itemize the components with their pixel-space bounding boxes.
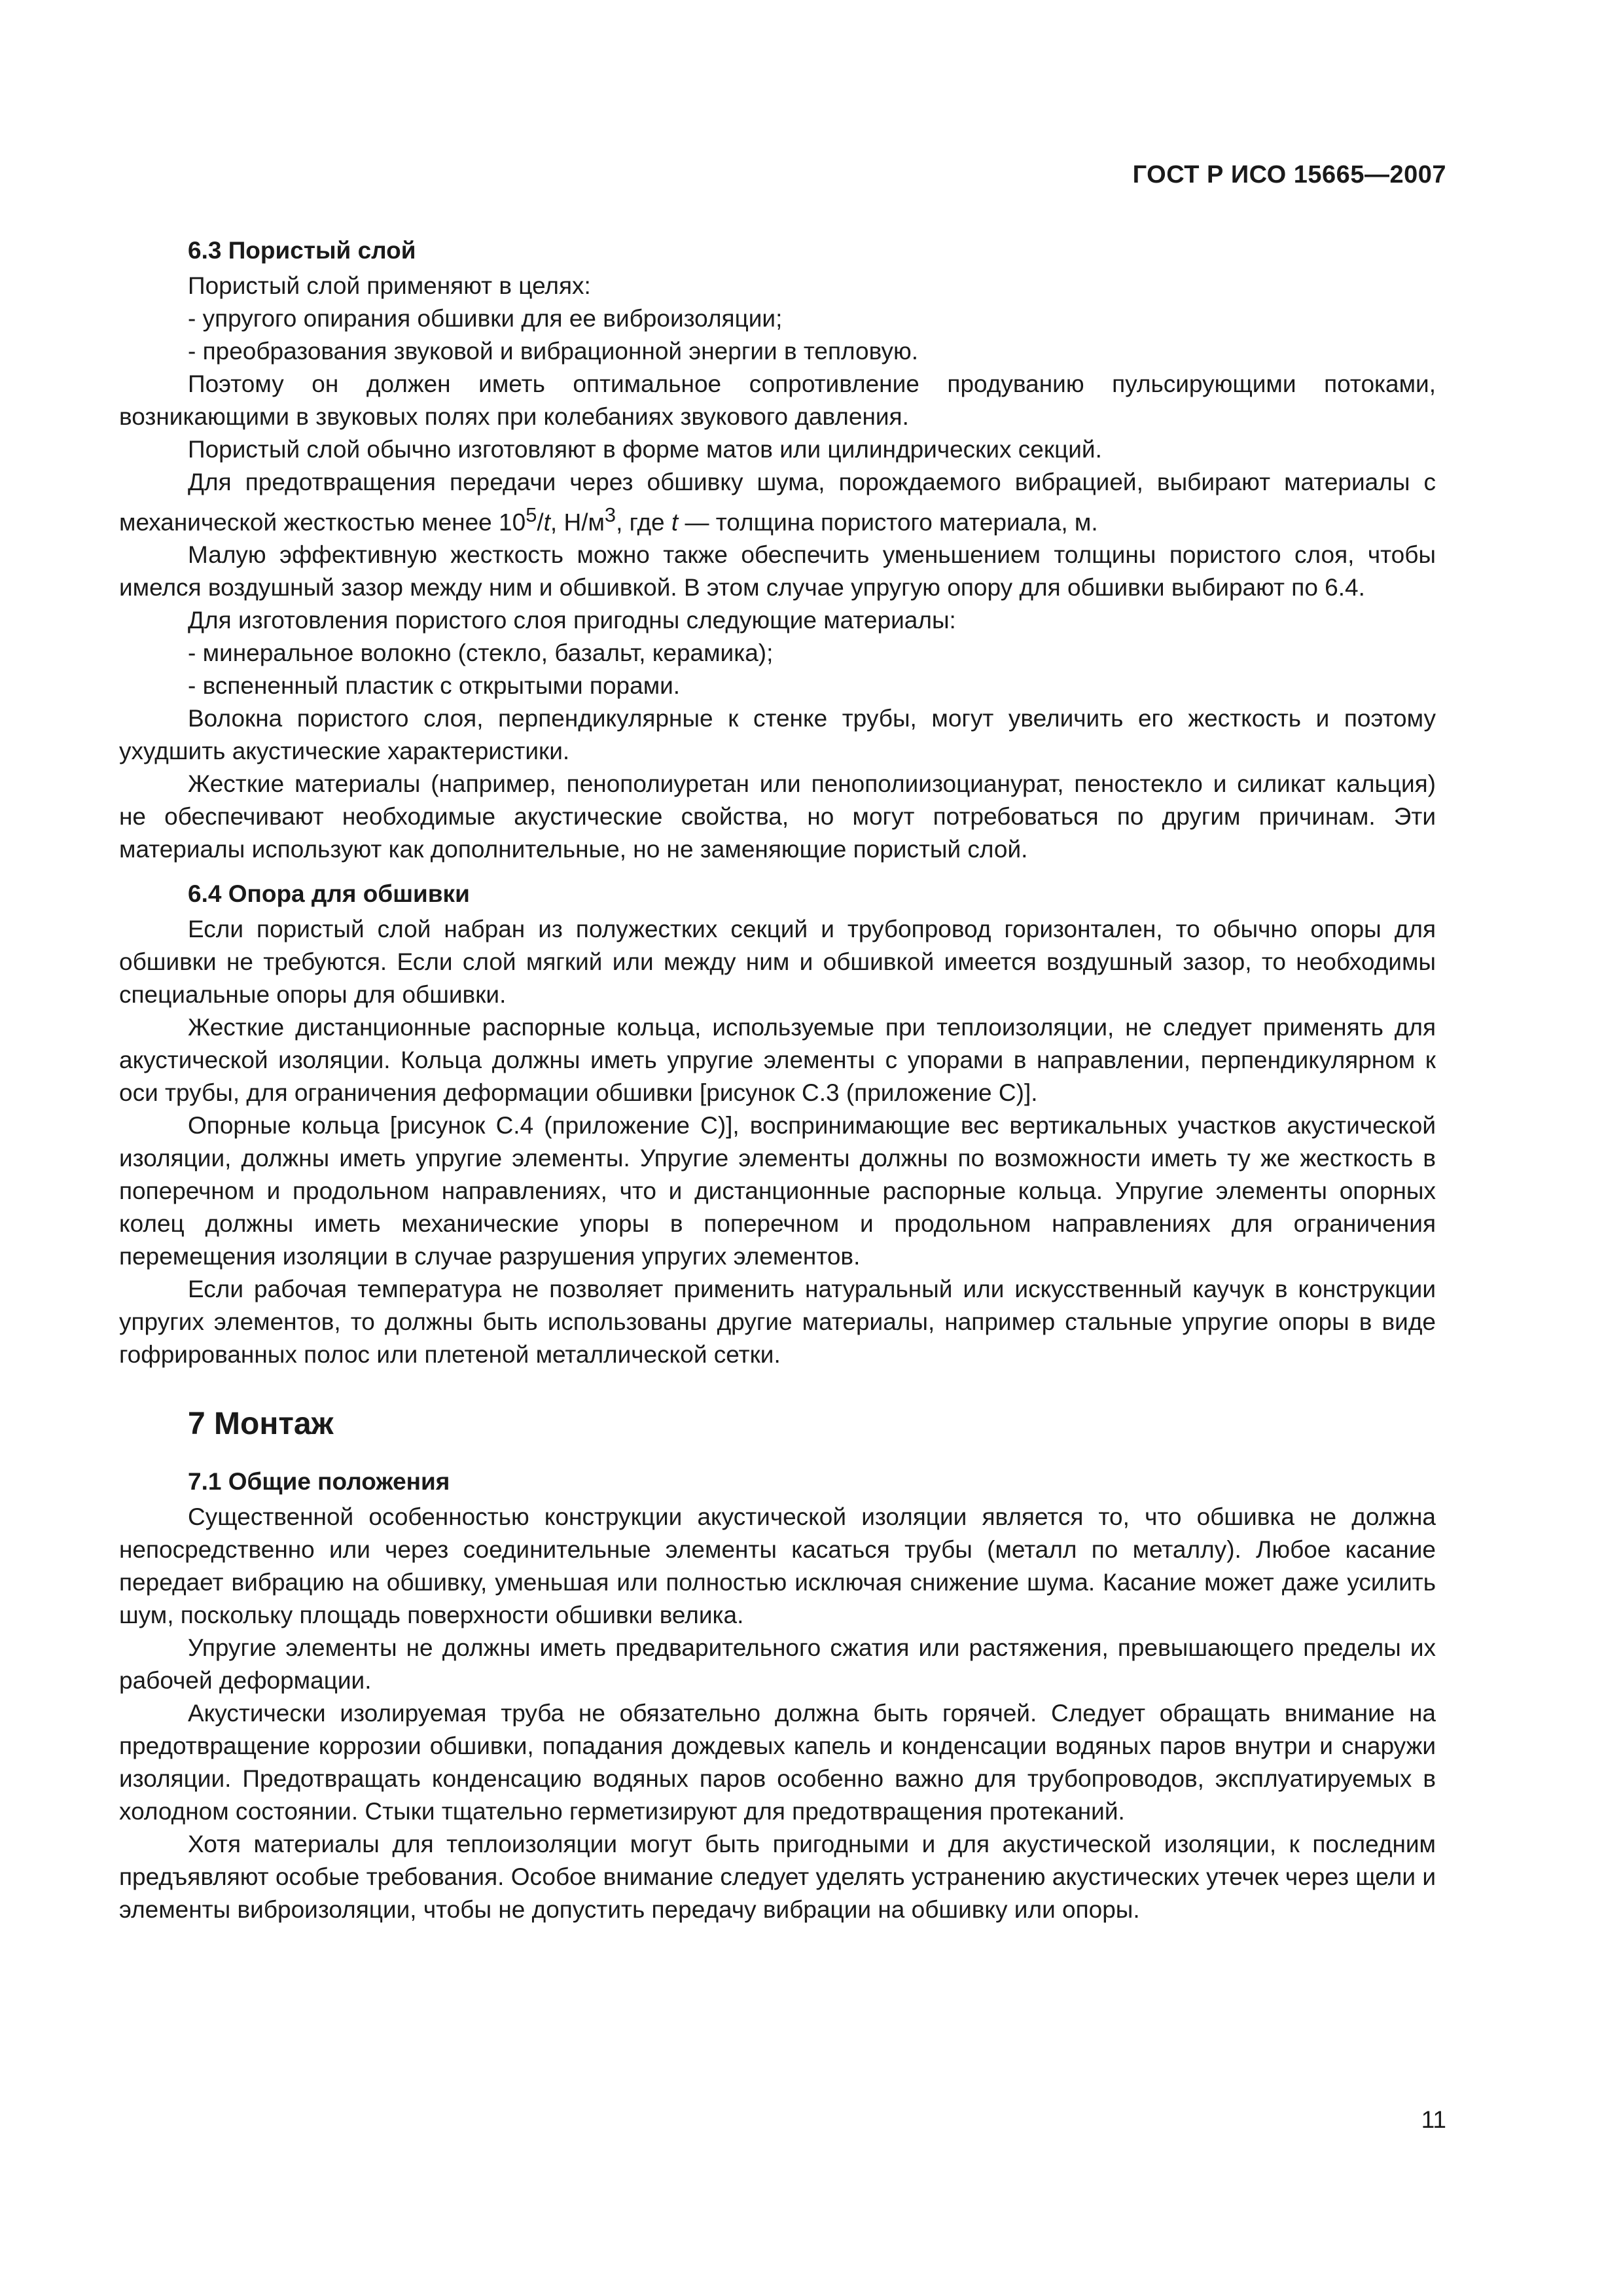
- paragraph: Волокна пористого слоя, перпендикулярные к стенке трубы, могут увеличить его жесткость и поэтому ухудшить акустические характеристики.: [119, 705, 1436, 765]
- italic-variable: t: [671, 509, 679, 536]
- section-7-heading: 7 Монтаж: [188, 1407, 334, 1442]
- list-item: - преобразования звуковой и вибрационной энергии в тепловую.: [188, 338, 918, 365]
- document-code-header: ГОСТ Р ИСО 15665—2007: [1132, 161, 1446, 188]
- paragraph: Малую эффективную жесткость можно также обеспечить уменьшением толщины пористого слоя, чтобы имелся воздушный зазор между ним и обшивкой. В этом случае упругую опору для обшивки выбирают по 6.4.: [119, 541, 1436, 601]
- text-run: , где: [616, 509, 671, 536]
- text-run: /: [537, 509, 544, 536]
- paragraph: Пористый слой применяют в целях:: [188, 272, 591, 299]
- list-item: - минеральное волокно (стекло, базальт, керамика);: [188, 639, 774, 667]
- paragraph: Опорные кольца [рисунок С.4 (приложение С)], воспринимающие вес вертикальных участков акустической изоляции, должны иметь упругие элементы. Упругие элементы должны по возможности иметь ту же жесткость в поперечном и продольном направлениях, что и дистанционные распорные кольца. Упругие элементы опорных колец должны иметь механические упоры в поперечном и продольном направлениях для ограничения перемещения изоляции в случае разрушения упругих элементов.: [119, 1112, 1436, 1270]
- paragraph: Поэтому он должен иметь оптимальное сопротивление продуванию пульсирующими потоками, возникающими в звуковых полях при колебаниях звукового давления.: [119, 370, 1436, 430]
- text-run: — толщина пористого материала, м.: [678, 509, 1098, 536]
- paragraph: Если рабочая температура не позволяет применить натуральный или искусственный каучук в конструкции упругих элементов, то должны быть использованы другие материалы, например стальные упругие опоры в виде гофрированных полос или плетеной металлической сетки.: [119, 1276, 1436, 1369]
- paragraph: Акустически изолируемая труба не обязательно должна быть горячей. Следует обращать внимание на предотвращение коррозии обшивки, попадания дождевых капель и конденсации водяных паров внутри и снаружи изоляции. Предотвращать конденсацию водяных паров особенно важно для трубопроводов, эксплуатируемых в холодном состоянии. Стыки тщательно герметизируют для предотвращения протеканий.: [119, 1700, 1436, 1825]
- paragraph: Пористый слой обычно изготовляют в форме матов или цилиндрических секций.: [188, 436, 1102, 463]
- list-item: - упругого опирания обшивки для ее виброизоляции;: [188, 305, 783, 332]
- paragraph-stiffness-formula: [119, 466, 1436, 539]
- italic-variable: t: [543, 509, 550, 536]
- superscript: 3: [604, 503, 616, 526]
- paragraph: Хотя материалы для теплоизоляции могут быть пригодными и для акустической изоляции, к последним предъявляют особые требования. Особое внимание следует уделять устранению акустических утечек через щели и элементы виброизоляции, чтобы не допустить передачу вибрации на обшивку или опоры.: [119, 1831, 1436, 1924]
- page-number: 11: [1421, 2106, 1446, 2133]
- section-6-4-heading: 6.4 Опора для обшивки: [188, 880, 470, 908]
- paragraph: Жесткие материалы (например, пенополиуретан или пенополиизоцианурат, пеностекло и силикат кальция) не обеспечивают необходимые акустические свойства, но могут потребоваться по другим причинам. Эти материалы используют как дополнительные, но не заменяющие пористый слой.: [119, 770, 1436, 863]
- paragraph: Для изготовления пористого слоя пригодны следующие материалы:: [188, 607, 956, 634]
- list-item: - вспененный пластик с открытыми порами.: [188, 672, 681, 700]
- paragraph: Если пористый слой набран из полужестких секций и трубопровод горизонтален, то обычно опоры для обшивки не требуются. Если слой мягкий или между ним и обшивкой имеется воздушный зазор, то необходимы специальные опоры для обшивки.: [119, 916, 1436, 1009]
- section-6-3-heading: 6.3 Пористый слой: [188, 237, 416, 264]
- section-7-1-heading: 7.1 Общие положения: [188, 1468, 450, 1496]
- text-run: Для предотвращения передачи через обшивку шума, порождаемого вибрацией, выбирают материалы с механической жесткостью менее 10: [119, 469, 1436, 536]
- paragraph: Упругие элементы не должны иметь предварительного сжатия или растяжения, превышающего пределы их рабочей деформации.: [119, 1634, 1436, 1695]
- paragraph: Жесткие дистанционные распорные кольца, используемые при теплоизоляции, не следует применять для акустической изоляции. Кольца должны иметь упругие элементы с упорами в направлении, перпендикулярном к оси трубы, для ограничения деформации обшивки [рисунок С.3 (приложение С)].: [119, 1014, 1436, 1107]
- paragraph: Существенной особенностью конструкции акустической изоляции является то, что обшивка не должна непосредственно или через соединительные элементы касаться трубы (металл по металлу). Любое касание передает вибрацию на обшивку, уменьшая или полностью исключая снижение шума. Касание может даже усилить шум, поскольку площадь поверхности обшивки велика.: [119, 1503, 1436, 1629]
- superscript: 5: [526, 503, 537, 526]
- page-body: [119, 234, 1436, 1926]
- text-run: , Н/м: [550, 509, 605, 536]
